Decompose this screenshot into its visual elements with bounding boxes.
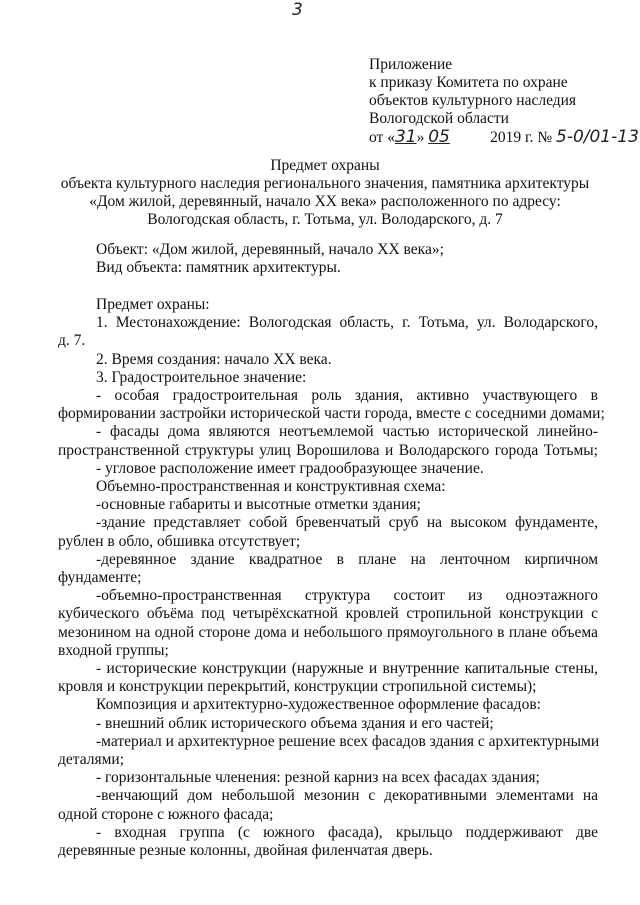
handwritten-day: 31 [394, 127, 417, 147]
date-prefix: от « [369, 129, 395, 146]
handwritten-month: 05 [428, 127, 450, 147]
paragraph-line: одной стороне с южного фасада; [58, 805, 274, 823]
title-line: объекта культурного наследия регионального значения, памятника архитектуры [60, 175, 590, 192]
paragraph-line: входной группы; [58, 641, 169, 659]
paragraph-line: Объемно-пространственная и конструктивная схема: [96, 478, 446, 496]
paragraph-line: -объемно-пространственная структура состоит из одноэтажного [96, 587, 598, 605]
paragraph-line: Композиция и архитектурно-художественное оформление фасадов: [96, 696, 541, 714]
paragraph-line: -деревянное здание квадратное в плане на ленточном кирпичном [96, 550, 598, 568]
appendix-line: к приказу Комитета по охране [369, 74, 568, 91]
paragraph-line: 1. Местонахождение: Вологодская область, г. Тотьма, ул. Володарского, [96, 314, 598, 332]
paragraph-line: - фасады дома являются неотъемлемой частью исторической линейно- [96, 423, 598, 441]
object-type: Вид объекта: памятник архитектуры. [96, 259, 341, 277]
appendix-line: Приложение [369, 56, 453, 73]
object-name: Объект: «Дом жилой, деревянный, начало XX века»; [96, 241, 444, 258]
title-line: Вологодская область, г. Тотьма, ул. Володарского, д. 7 [147, 211, 503, 228]
appendix-line: объектов культурного наследия [369, 92, 577, 109]
paragraph-line: д. 7. [58, 332, 86, 350]
paragraph-line: деталями; [58, 751, 125, 769]
protection-subject-body [58, 296, 605, 860]
object-info [58, 241, 598, 277]
document-title [30, 157, 620, 229]
paragraph-line: деревянные резные колонны, двойная филенчатая дверь. [58, 842, 433, 860]
title-line: «Дом жилой, деревянный, начало XX века» расположенного по адресу: [89, 193, 561, 210]
paragraph-line: -венчающий дом небольшой мезонин с декоративными элементами на [96, 787, 598, 805]
paragraph-line: 2. Время создания: начало XX века. [96, 350, 332, 368]
year-text: 2019 г. № [490, 129, 553, 146]
date-mid: » [416, 129, 425, 146]
paragraph-line: - исторические конструкции (наружные и внутренние капитальные стены, [96, 660, 598, 678]
appendix-line: Вологодской области [369, 110, 509, 127]
paragraph-line: мезонином на одной стороне дома и небольшого прямоугольного в плане объема [58, 623, 598, 641]
title-line: Предмет охраны [270, 157, 380, 174]
paragraph-line: - горизонтальные членения: резной карниз на всех фасадах здания; [96, 769, 540, 787]
paragraph-line: - особая градостроительная роль здания, активно участвующего в [96, 387, 598, 405]
paragraph-line: -здание представляет собой бревенчатый сруб на высоком фундаменте, [96, 514, 598, 532]
paragraph-line: формировании застройки исторической части города, вместе с соседними домами; [58, 405, 605, 423]
paragraph-line: кровля и конструкции перекрытий, конструкции стропильной системы); [58, 678, 537, 696]
paragraph-line: кубического объёма под четырёхскатной кровлей стропильной конструкции с [58, 605, 598, 623]
paragraph-line: 3. Градостроительное значение: [96, 368, 307, 386]
paragraph-line: - угловое расположение имеет градообразующее значение. [96, 459, 484, 477]
paragraph-line: фундаменте; [58, 569, 142, 587]
page-number: 3 [292, 0, 303, 20]
paragraph-line: - внешний облик исторического объема здания и его частей; [96, 714, 494, 732]
handwritten-order-number: 5-0/01-13 [556, 127, 639, 147]
paragraph-line: - входная группа (с южного фасада), крыльцо поддерживают две [96, 823, 598, 841]
appendix-date-line [369, 128, 639, 147]
paragraph-line: пространственной структуры улиц Ворошилова и Володарского города Тотьмы; [58, 441, 598, 459]
paragraph-line: -основные габариты и высотные отметки здания; [96, 496, 421, 514]
paragraph-line: рублен в обло, обшивка отсутствует; [58, 532, 301, 550]
paragraph-line: -материал и архитектурное решение всех фасадов здания с архитектурными [96, 732, 600, 750]
paragraph-line: Предмет охраны: [96, 296, 210, 313]
appendix-header [369, 56, 639, 147]
